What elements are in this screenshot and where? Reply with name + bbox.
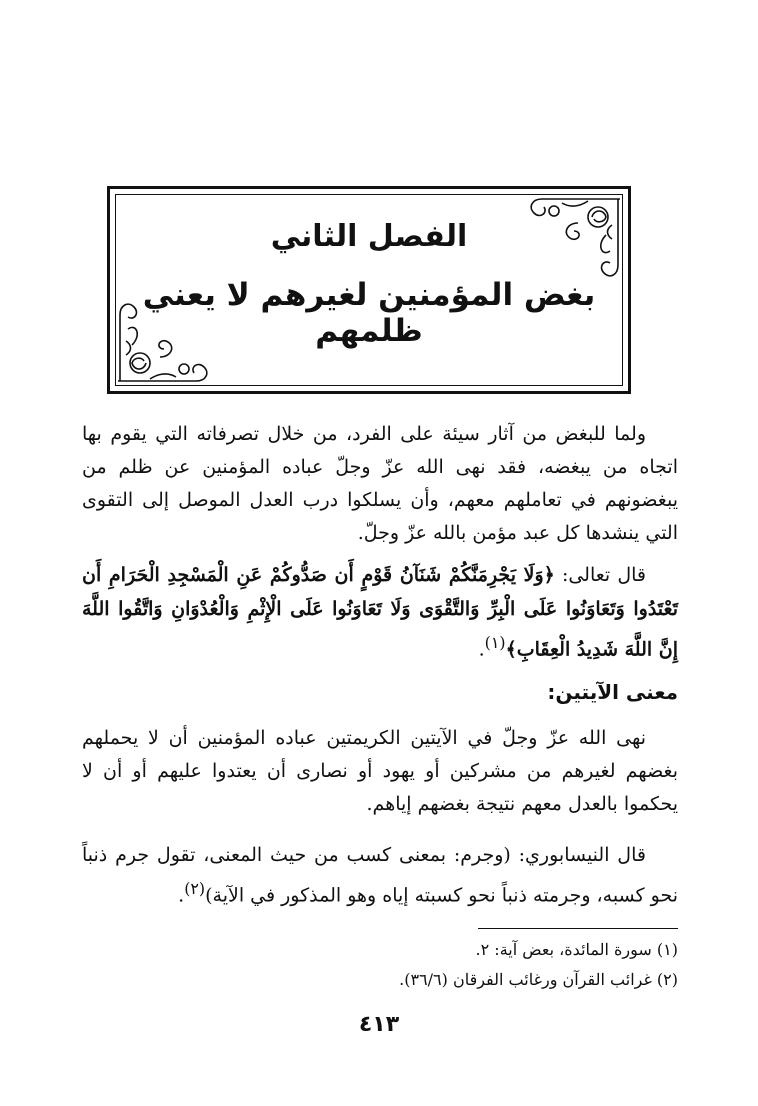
footnote-divider (478, 928, 678, 929)
footnote: (١) سورة المائدة، بعض آية: ٢. (475, 940, 678, 959)
verse-intro: قال تعالى: (554, 564, 647, 586)
quote-text: قال النيسابوري: (وجرم: بمعنى كسب من حيث المعنى، تقول جرم ذنباً نحو كسبه، وجرمته ذنباً نحو كسبته إياه وهو المذكور في الآية) (82, 844, 678, 907)
body-paragraph: ولما للبغض من آثار سيئة على الفرد، من خلال تصرفاته التي يقوم بها اتجاه من يبغضه، فقد نهى الله عزّ وجلّ عباده المؤمنين عن ظلم من يبغضونهم في تعاملهم معهم، وأن يسلكوا درب العدل الموصل إلى التقوى التي ينشدها كل عبد مؤمن بالله عزّ وجلّ. (82, 423, 678, 544)
chapter-title: بغض المؤمنين لغيرهم لا يعني ظلمهم (142, 277, 596, 349)
quote-end: . (178, 884, 185, 907)
quran-verse-paragraph (82, 558, 678, 666)
verse-end: . (478, 638, 485, 661)
footnote: (٢) غرائب القرآن ورغائب الفرقان (٣٦/٦). (399, 970, 678, 989)
quran-verse-text: ﴿وَلَا يَجْرِمَنَّكُمْ شَنَآنُ قَوْمٍ أَن صَدُّوكُمْ عَنِ الْمَسْجِدِ الْحَرَامِ أَن تَعْتَدُوا وَتَعَاوَنُوا عَلَى الْبِرِّ وَالتَّقْوَى وَلَا تَعَاوَنُوا عَلَى الْإِثْمِ وَالْعُدْوَانِ وَاتَّقُوا اللَّهَ إِنَّ اللَّهَ شَدِيدُ الْعِقَابِ﴾ (82, 564, 678, 661)
footnote-ref: (١) (484, 633, 506, 652)
footnote-ref: (٢) (184, 879, 206, 898)
quote-paragraph (82, 839, 678, 912)
chapter-title-frame (107, 186, 631, 394)
section-heading: معنى الآيتين: (547, 680, 678, 704)
body-paragraph: نهى الله عزّ وجلّ في الآيتين الكريمتين عباده المؤمنين أن لا يحملهم بغضهم لغيرهم من مشركين أو يهود أو نصارى أن يعتدوا عليهم أو أن لا يحكموا بالعدل معهم نتيجة بغضهم إياهم. (82, 727, 678, 815)
chapter-label: الفصل الثاني (270, 219, 468, 254)
page-number: ٤١٣ (358, 1012, 400, 1037)
